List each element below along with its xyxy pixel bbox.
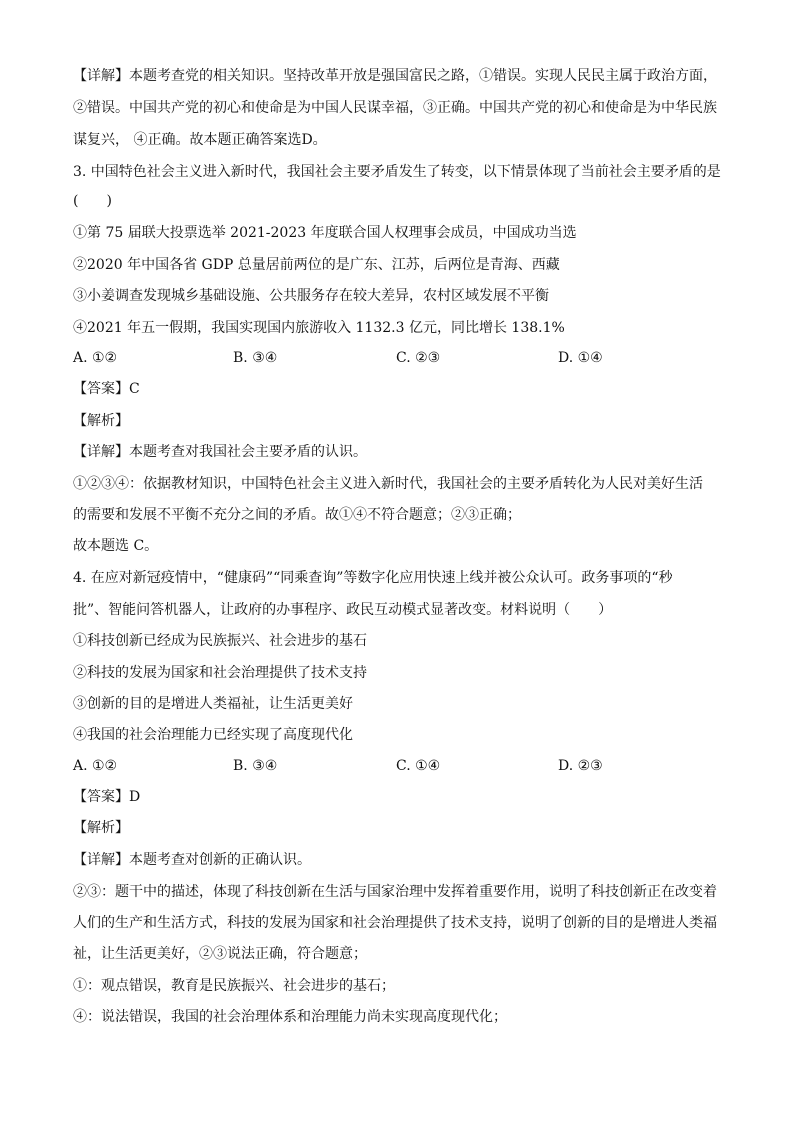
detail-line: 祉，让生活更美好，②③说法正确，符合题意；	[73, 946, 367, 962]
option-c: C. ①④	[396, 758, 441, 774]
detail-line: 的需要和发展不平衡不充分之间的矛盾。故①④不符合题意；②③正确；	[73, 507, 521, 523]
option-c: C. ②③	[396, 350, 441, 366]
detail-line: 人们的生产和生活方式，科技的发展为国家和社会治理提供了技术支持，说明了创新的目的是增进人类福	[73, 915, 717, 931]
answer-label: 【答案】C	[73, 381, 140, 397]
analysis-label: 【解析】	[73, 413, 129, 429]
question-4-item: ④我国的社会治理能力已经实现了高度现代化	[73, 727, 353, 743]
question-4-stem: 4. 在应对新冠疫情中，“健康码”“同乘查询”等数字化应用快速上线并被公众认可。政务事项的“秒	[73, 570, 673, 586]
option-b: B. ③④	[233, 758, 278, 774]
question-3-stem: 3. 中国特色社会主义进入新时代，我国社会主要矛盾发生了转变，以下情景体现了当前社会主要矛盾的是	[73, 164, 721, 180]
answer-label: 【答案】D	[73, 789, 141, 805]
option-a: A. ①②	[73, 758, 118, 774]
detail-line: 故本题选 C。	[73, 538, 159, 554]
question-4-stem: 批”、智能问答机器人，让政府的办事程序、政民互动模式显著改变。材料说明（ ）	[73, 602, 613, 618]
option-a: A. ①②	[73, 350, 118, 366]
detail-line: 【详解】本题考查对创新的正确认识。	[73, 852, 311, 868]
option-d: D. ①④	[558, 350, 603, 366]
option-b: B. ③④	[233, 350, 278, 366]
detail-line: ①②③④：依据教材知识，中国特色社会主义进入新时代，我国社会的主要矛盾转化为人民对美好生活	[73, 476, 703, 492]
analysis-label: 【解析】	[73, 820, 129, 836]
question-4-item: ①科技创新已经成为民族振兴、社会进步的基石	[73, 633, 367, 649]
explanation-line: ②错误。中国共产党的初心和使命是为中国人民谋幸福，③正确。中国共产党的初心和使命是为中华民族	[73, 100, 717, 116]
detail-line: ①：观点错误，教育是民族振兴、社会进步的基石；	[73, 978, 395, 994]
explanation-line: 谋复兴， ④正确。故本题正确答案选D。	[73, 132, 327, 148]
question-4-item: ③创新的目的是增进人类福祉，让生活更美好	[73, 696, 353, 712]
explanation-line: 【详解】本题考查党的相关知识。坚持改革开放是强国富民之路，①错误。实现人民民主属于政治方面，	[73, 68, 717, 84]
detail-line: ④：说法错误，我国的社会治理体系和治理能力尚未实现高度现代化；	[73, 1009, 507, 1025]
question-3-item: ③小姜调查发现城乡基础设施、公共服务存在较大差异，农村区域发展不平衡	[73, 288, 549, 304]
option-d: D. ②③	[558, 758, 603, 774]
question-3-item: ②2020 年中国各省 GDP 总量居前两位的是广东、江苏，后两位是青海、西藏	[73, 257, 560, 273]
question-3-item: ①第 75 届联大投票选举 2021-2023 年度联合国人权理事会成员，中国成功当选	[73, 225, 577, 241]
detail-line: 【详解】本题考查对我国社会主要矛盾的认识。	[73, 444, 367, 460]
question-4-item: ②科技的发展为国家和社会治理提供了技术支持	[73, 665, 367, 681]
question-3-item: ④2021 年五一假期，我国实现国内旅游收入 1132.3 亿元，同比增长 138.1%	[73, 320, 565, 336]
detail-line: ②③：题干中的描述，体现了科技创新在生活与国家治理中发挥着重要作用，说明了科技创新正在改变着	[73, 884, 717, 900]
question-3-stem-paren: ( )	[73, 193, 112, 209]
